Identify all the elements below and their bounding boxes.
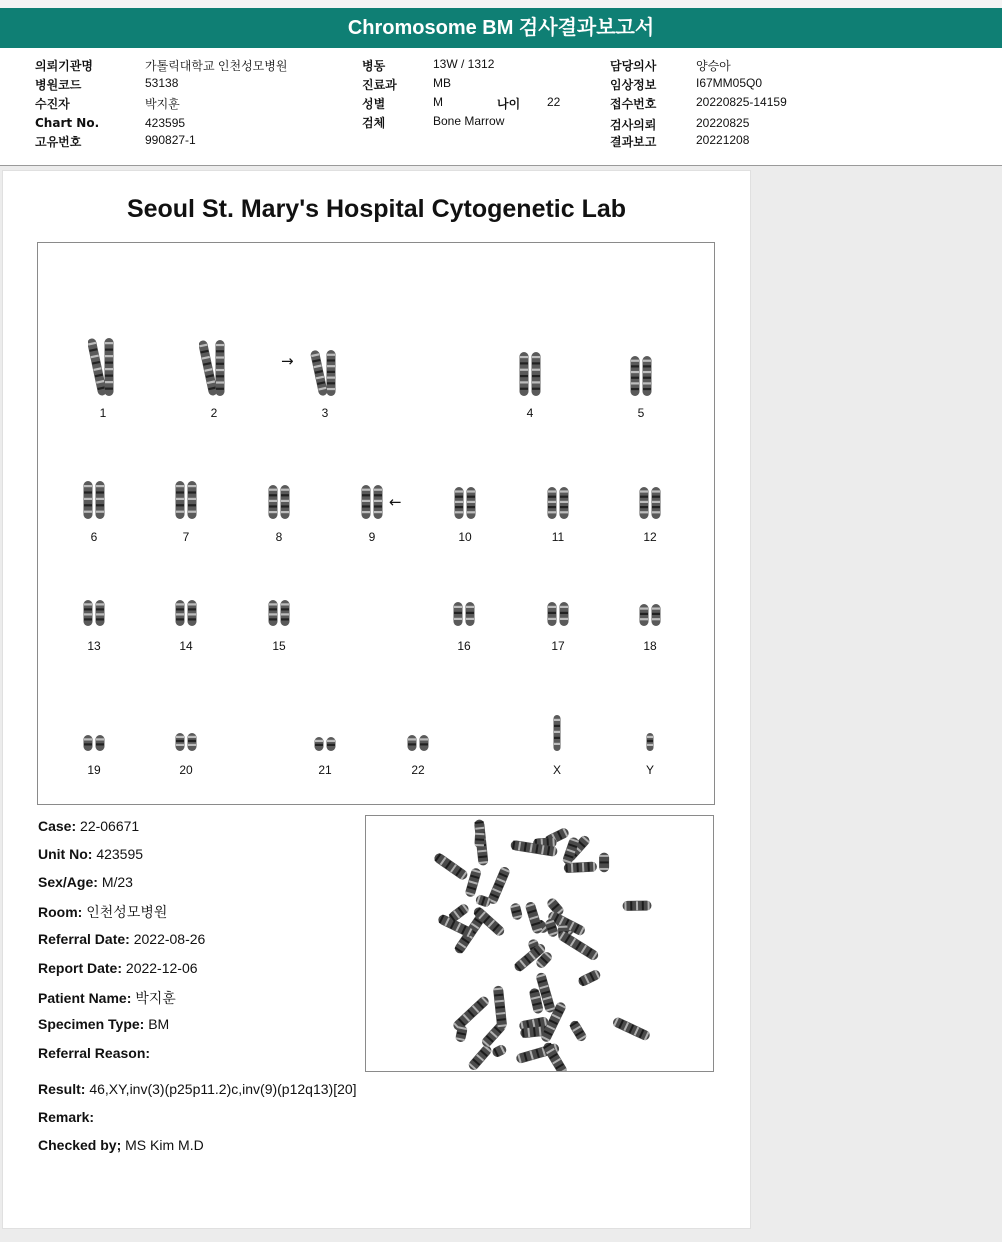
header-label-request-date: 검사의뢰	[610, 118, 657, 132]
metaphase-chromosome	[509, 902, 523, 921]
header-label-doctor: 담당의사	[610, 59, 657, 73]
header-label-specimen: 검체	[362, 116, 386, 130]
specimen-label: Specimen Type:	[38, 1016, 145, 1032]
case-label: Case:	[38, 818, 77, 834]
chromosome-pair-15	[264, 598, 294, 628]
report-title: Chromosome BM 검사결과보고서	[0, 8, 1002, 48]
chromosome-pair-18	[635, 602, 665, 628]
room-label: Room:	[38, 904, 83, 920]
metaphase-chromosome	[599, 853, 609, 873]
chromosome-label-11: 11	[551, 530, 565, 544]
chromosome-pair-x	[542, 713, 572, 753]
checked-by-value: MS Kim M.D	[125, 1137, 204, 1153]
chromosome-pair-20	[171, 731, 201, 753]
header-value-department: MB	[433, 76, 451, 90]
chromosome-label-10: 10	[458, 530, 472, 544]
chromosome-label-6: 6	[90, 530, 98, 544]
header-value-doctor: 양승아	[696, 59, 731, 73]
referral-date-label: Referral Date:	[38, 931, 130, 947]
result-label: Result:	[38, 1081, 86, 1097]
chromosome-label-9: 9	[368, 530, 376, 544]
metaphase-chromosome	[568, 1019, 588, 1043]
metaphase-image	[365, 815, 714, 1072]
header-value-chart-no: 423595	[145, 116, 186, 130]
chromosome-label-1: 1	[99, 406, 107, 420]
metaphase-chromosome	[623, 900, 652, 911]
chromosome-pair-21	[310, 735, 340, 753]
lab-title: Seoul St. Mary's Hospital Cytogenetic Lab	[126, 195, 627, 223]
chromosome-pair-3	[310, 348, 340, 398]
header-label-clinical-info: 임상정보	[610, 78, 657, 92]
chromosome-label-18: 18	[643, 639, 657, 653]
header-label-hospital-code: 병원코드	[35, 78, 82, 92]
header-label-receipt-no: 접수번호	[610, 97, 657, 111]
header-label-institution: 의뢰기관명	[35, 59, 93, 73]
header-value-specimen: Bone Marrow	[433, 114, 505, 128]
room-value: 인천성모병원	[86, 904, 168, 920]
chromosome-label-22: 22	[411, 763, 425, 777]
metaphase-chromosome	[577, 968, 602, 987]
chromosome-label-x: X	[552, 763, 561, 777]
header-value-age: 22	[547, 95, 561, 109]
metaphase-chromosome	[467, 1043, 494, 1071]
chromosome-pair-2	[199, 338, 229, 398]
header-value-sex: M	[433, 95, 443, 109]
chromosome-label-5: 5	[637, 406, 645, 420]
header-value-ward: 13W / 1312	[433, 57, 495, 71]
result-value: 46,XY,inv(3)(p25p11.2)c,inv(9)(p12q13)[20]	[89, 1081, 357, 1097]
arrow-right-icon: →	[281, 352, 294, 370]
chromosome-pair-6	[79, 479, 109, 521]
referral-reason-row	[38, 1045, 150, 1061]
metaphase-chromosome	[487, 865, 512, 905]
header-label-chart-no: Chart No.	[35, 116, 100, 130]
header-label-ward: 병동	[362, 59, 386, 73]
header-value-hospital-code: 53138	[145, 76, 179, 90]
chromosome-label-y: Y	[645, 763, 654, 777]
remark-row	[38, 1109, 94, 1125]
chromosome-pair-4	[515, 350, 545, 398]
metaphase-chromosome	[432, 852, 469, 882]
header-label-department: 진료과	[362, 78, 397, 92]
chromosome-pair-22	[403, 733, 433, 753]
metaphase-chromosome	[451, 995, 490, 1033]
metaphase-chromosome	[611, 1016, 651, 1042]
sex-age-label: Sex/Age:	[38, 874, 98, 890]
header-label-age: 나이	[497, 97, 521, 111]
unit-label: Unit No:	[38, 846, 93, 862]
metaphase-chromosome	[493, 985, 507, 1029]
referral-date-value: 2022-08-26	[133, 931, 206, 947]
result-row	[38, 1081, 357, 1097]
chromosome-pair-17	[543, 600, 573, 628]
chromosome-label-16: 16	[457, 639, 471, 653]
chromosome-pair-12	[635, 485, 665, 521]
chromosome-pair-16	[449, 600, 479, 628]
patient-name-value: 박지훈	[135, 990, 176, 1006]
chromosome-pair-9	[357, 483, 387, 521]
chromosome-label-12: 12	[643, 530, 657, 544]
patient-header	[0, 48, 1002, 166]
referral-reason-label: Referral Reason:	[38, 1045, 151, 1061]
header-value-receipt-no: 20220825-14159	[696, 95, 787, 109]
metaphase-chromosome	[474, 831, 485, 848]
room-row	[38, 902, 167, 922]
chromosome-pair-14	[171, 598, 201, 628]
chromosome-pair-11	[543, 485, 573, 521]
unit-row	[38, 846, 143, 862]
chromosome-label-21: 21	[318, 763, 332, 777]
top-strip	[0, 0, 1002, 8]
chromosome-label-8: 8	[275, 530, 283, 544]
chromosome-label-4: 4	[526, 406, 534, 420]
metaphase-chromosome	[524, 901, 543, 935]
chromosome-label-14: 14	[179, 639, 193, 653]
header-label-sex: 성별	[362, 97, 386, 111]
header-value-report-date: 20221208	[696, 133, 750, 147]
patient-name-label: Patient Name:	[38, 990, 132, 1006]
chromosome-label-2: 2	[210, 406, 218, 420]
metaphase-chromosome	[464, 867, 482, 898]
checked-by-row	[38, 1137, 204, 1153]
chromosome-pair-8	[264, 483, 294, 521]
header-value-request-date: 20220825	[696, 116, 750, 130]
chromosome-label-19: 19	[87, 763, 101, 777]
chromosome-label-20: 20	[179, 763, 193, 777]
report-date-row	[38, 960, 198, 976]
chromosome-pair-10	[450, 485, 480, 521]
chromosome-pair-7	[171, 479, 201, 521]
checked-by-label: Checked by;	[38, 1137, 122, 1153]
report-page	[2, 170, 751, 1229]
metaphase-spread	[366, 816, 713, 1071]
chromosome-pair-19	[79, 733, 109, 753]
specimen-row	[38, 1016, 169, 1032]
chromosome-pair-1	[88, 336, 118, 398]
header-value-patient: 박지훈	[145, 97, 180, 111]
header-value-unique-no: 990827-1	[145, 133, 196, 147]
chromosome-label-15: 15	[272, 639, 286, 653]
metaphase-chromosome	[491, 1043, 508, 1058]
chromosome-label-17: 17	[551, 639, 565, 653]
case-row	[38, 818, 139, 834]
specimen-value: BM	[148, 1016, 170, 1032]
chromosome-label-3: 3	[321, 406, 329, 420]
header-value-institution: 가톨릭대학교 인천성모병원	[145, 59, 288, 73]
sex-age-row	[38, 874, 133, 890]
chromosome-label-7: 7	[182, 530, 190, 544]
header-value-clinical-info: I67MM05Q0	[696, 76, 763, 90]
patient-name-row	[38, 988, 176, 1008]
referral-date-row	[38, 931, 205, 947]
chromosome-pair-13	[79, 598, 109, 628]
header-label-report-date: 결과보고	[610, 135, 657, 149]
chromosome-label-13: 13	[87, 639, 101, 653]
report-date-value: 2022-12-06	[125, 960, 198, 976]
unit-value: 423595	[96, 846, 144, 862]
report-date-label: Report Date:	[38, 960, 123, 976]
chromosome-pair-y	[635, 731, 665, 753]
header-label-patient: 수진자	[35, 97, 70, 111]
chromosome-pair-5	[626, 354, 656, 398]
karyogram-panel	[37, 242, 715, 805]
sex-age-value: M/23	[101, 874, 133, 890]
arrow-left-icon: ←	[389, 493, 402, 511]
case-value: 22-06671	[80, 818, 140, 834]
remark-label: Remark:	[38, 1109, 95, 1125]
header-label-unique-no: 고유번호	[35, 135, 82, 149]
